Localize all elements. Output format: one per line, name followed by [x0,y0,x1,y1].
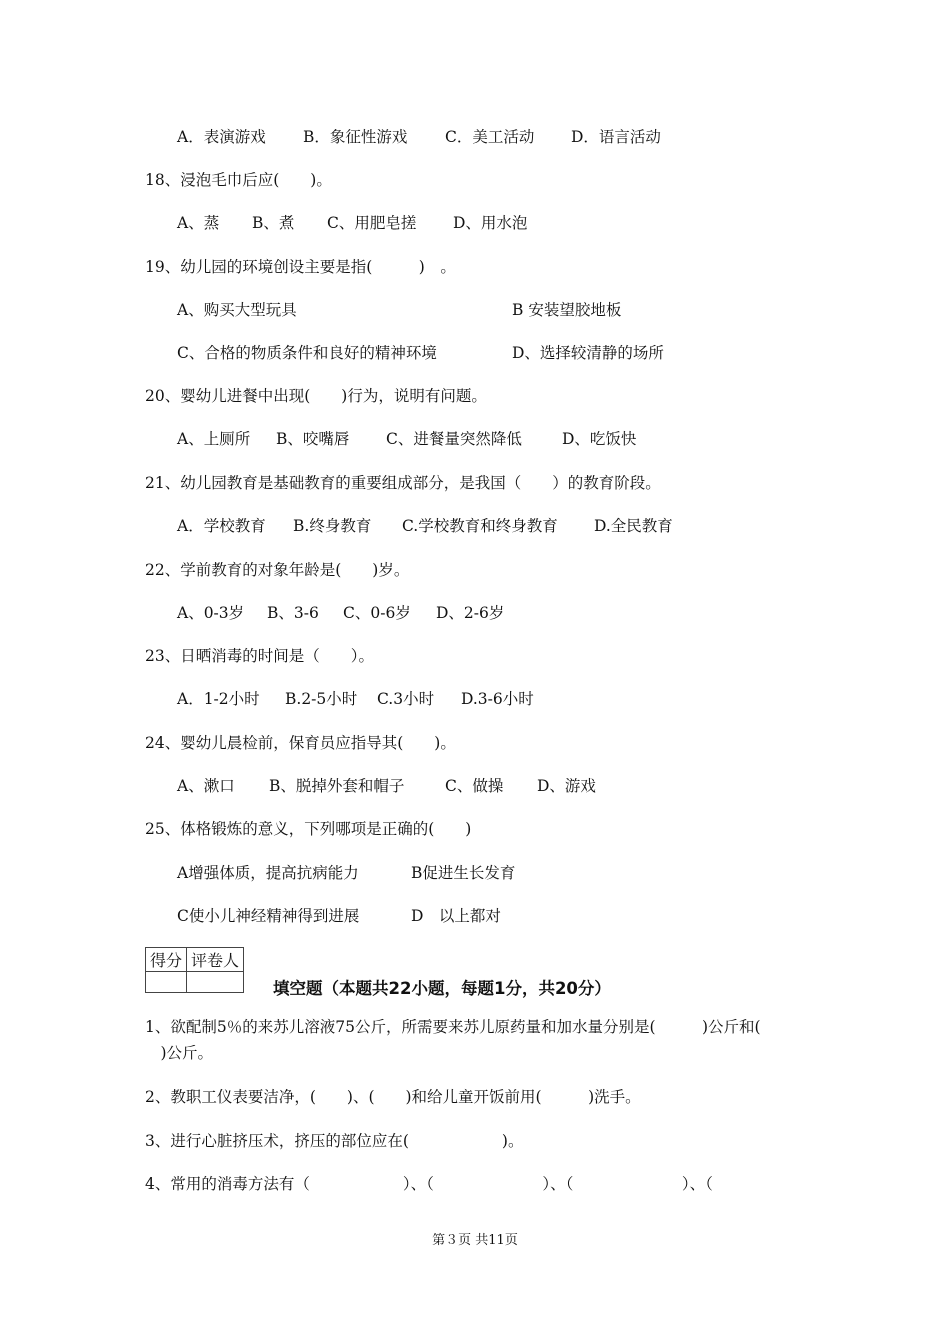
page-footer: 第３页 共11页 [432,1233,518,1248]
q19-option-c: C、合格的物质条件和良好的精神环境 [177,344,437,362]
q19-option-b: B 安装望胶地板 [512,301,622,319]
q19-option-a: A、购买大型玩具 [177,301,297,319]
q20-option-b: B、咬嘴唇 [276,430,350,448]
q20-stem: 20、婴幼儿进餐中出现( )行为，说明有问题。 [145,387,487,405]
grader-label: 评卷人 [187,948,244,972]
q22-option-c: C、0-6岁 [343,604,411,622]
q21-option-a: A．学校教育 [177,517,266,535]
q20-option-a: A、上厕所 [177,430,251,448]
q24-option-b: B、脱掉外套和帽子 [269,777,405,795]
q20-option-d: D、吃饭快 [562,430,637,448]
fill-q1-line2: )公斤。 [145,1044,214,1062]
q25-option-a: A增强体质，提高抗病能力 [177,864,359,882]
q25-option-d: D 以上都对 [411,907,501,925]
q17-option-b: B．象征性游戏 [303,128,408,146]
q22-option-b: B、3-6 [267,604,319,622]
q18-option-a: A、蒸 [177,214,220,232]
q23-option-b: B.2-5小时 [285,690,358,708]
q22-option-d: D、2-6岁 [436,604,505,622]
q22-option-a: A、0-3岁 [177,604,245,622]
fill-q4: 4、常用的消毒方法有（ ）、（ ）、（ ）、（ [145,1175,713,1193]
q18-stem: 18、浸泡毛巾后应( )。 [145,171,332,189]
q21-option-d: D.全民教育 [594,517,673,535]
q19-stem: 19、幼儿园的环境创设主要是指( ) 。 [145,258,456,276]
q21-stem: 21、幼儿园教育是基础教育的重要组成部分，是我国（ ）的教育阶段。 [145,474,661,492]
q25-stem: 25、体格锻炼的意义，下列哪项是正确的( ) [145,820,472,838]
score-table [145,947,244,993]
q21-option-b: B.终身教育 [293,517,372,535]
q24-option-d: D、游戏 [537,777,596,795]
q25-option-b: B促进生长发育 [411,864,516,882]
q23-stem: 23、日晒消毒的时间是（ ）。 [145,647,374,665]
q24-option-c: C、做操 [445,777,504,795]
fill-q3: 3、进行心脏挤压术，挤压的部位应在( )。 [145,1132,524,1150]
score-label: 得分 [146,948,187,972]
q17-option-d: D．语言活动 [571,128,661,146]
q19-option-d: D、选择较清静的场所 [512,344,664,362]
section-title: 填空题（本题共22小题，每题1分，共20分） [273,979,611,998]
q23-option-d: D.3-6小时 [461,690,534,708]
q23-option-a: A．1-2小时 [177,690,260,708]
q21-option-c: C.学校教育和终身教育 [402,517,558,535]
score-cell[interactable] [146,972,187,993]
q25-option-c: C使小儿神经精神得到进展 [177,907,360,925]
q18-option-c: C、用肥皂搓 [327,214,417,232]
q17-option-c: C．美工活动 [445,128,535,146]
q17-option-a: A．表演游戏 [177,128,266,146]
q22-stem: 22、学前教育的对象年龄是( )岁。 [145,561,410,579]
q24-option-a: A、漱口 [177,777,235,795]
grader-cell[interactable] [187,972,244,993]
fill-q2: 2、教职工仪表要洁净，( )、( )和给儿童开饭前用( )洗手。 [145,1088,641,1106]
q23-option-c: C.3小时 [377,690,435,708]
q18-option-d: D、用水泡 [453,214,528,232]
q24-stem: 24、婴幼儿晨检前，保育员应指导其( )。 [145,734,456,752]
q20-option-c: C、进餐量突然降低 [386,430,522,448]
fill-q1-line1: 1、欲配制5％的来苏儿溶液75公斤，所需要来苏儿原药量和加水量分别是( )公斤和( [145,1018,761,1036]
q18-option-b: B、煮 [252,214,295,232]
